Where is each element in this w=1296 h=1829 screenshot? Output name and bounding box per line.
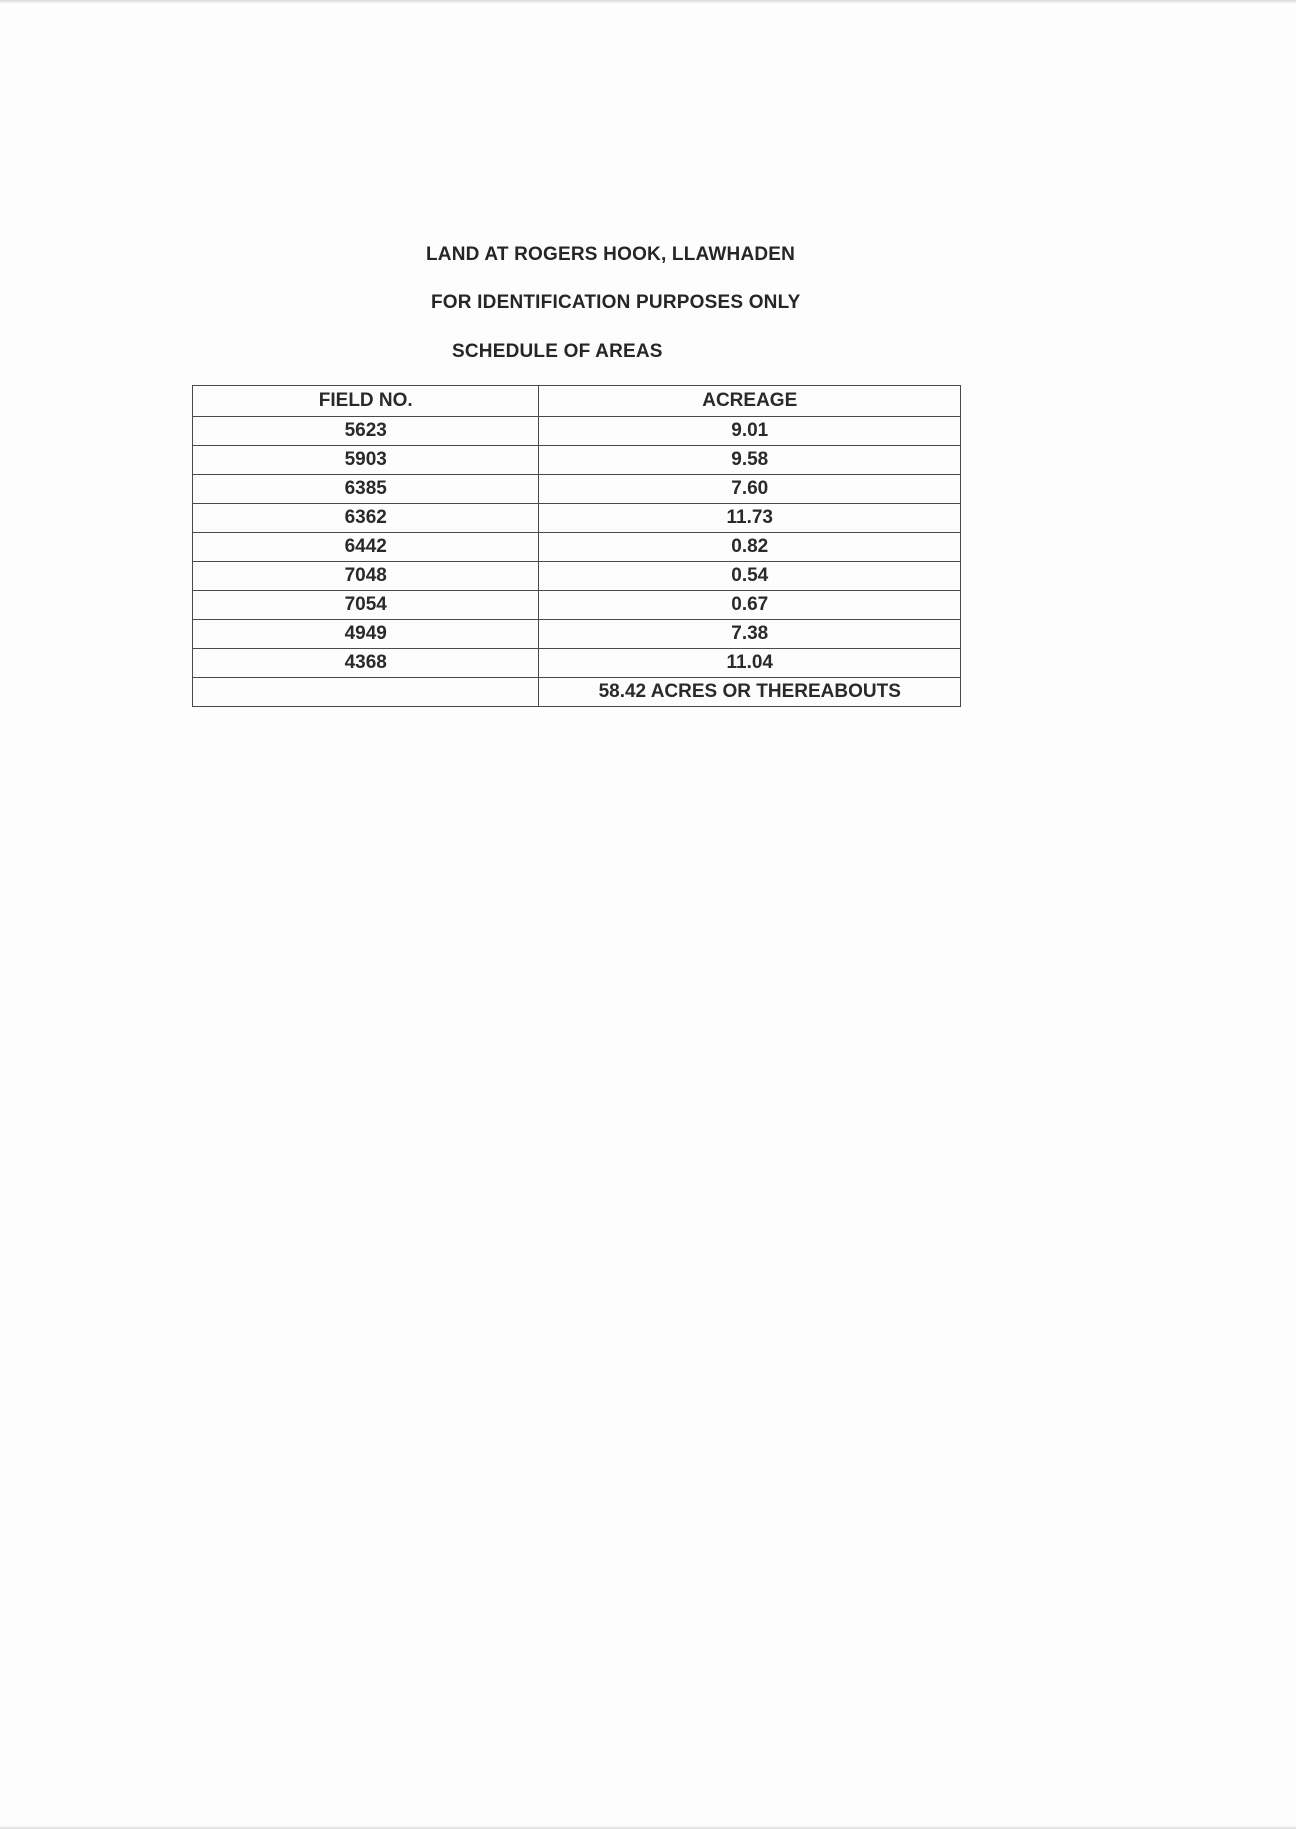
field-no-cell: 7048 xyxy=(193,562,539,591)
table-row xyxy=(193,446,961,475)
table-row xyxy=(193,562,961,591)
schedule-of-areas-table xyxy=(192,385,961,707)
acreage-cell: 9.58 xyxy=(539,446,961,475)
field-no-cell: 6362 xyxy=(193,504,539,533)
field-no-cell: 5623 xyxy=(193,417,539,446)
page-top-edge xyxy=(0,0,1296,3)
field-no-cell: 6385 xyxy=(193,475,539,504)
acreage-header: ACREAGE xyxy=(539,386,961,417)
field-no-cell: 7054 xyxy=(193,591,539,620)
table-header-row xyxy=(193,386,961,417)
table-row xyxy=(193,475,961,504)
acreage-cell: 0.54 xyxy=(539,562,961,591)
acreage-cell: 9.01 xyxy=(539,417,961,446)
acreage-cell: 11.73 xyxy=(539,504,961,533)
table-row xyxy=(193,504,961,533)
field-no-cell: 4368 xyxy=(193,649,539,678)
field-no-cell: 6442 xyxy=(193,533,539,562)
table-row xyxy=(193,533,961,562)
total-field-no-cell xyxy=(193,678,539,707)
table-row xyxy=(193,591,961,620)
total-row xyxy=(193,678,961,707)
field-no-cell: 4949 xyxy=(193,620,539,649)
acreage-cell: 7.38 xyxy=(539,620,961,649)
field-no-cell: 5903 xyxy=(193,446,539,475)
acreage-cell: 0.82 xyxy=(539,533,961,562)
document-subtitle: FOR IDENTIFICATION PURPOSES ONLY xyxy=(431,292,801,313)
section-heading: SCHEDULE OF AREAS xyxy=(452,341,663,362)
acreage-cell: 11.04 xyxy=(539,649,961,678)
acreage-cell: 0.67 xyxy=(539,591,961,620)
table-row xyxy=(193,649,961,678)
table-row xyxy=(193,620,961,649)
acreage-cell: 7.60 xyxy=(539,475,961,504)
document-title: LAND AT ROGERS HOOK, LLAWHADEN xyxy=(426,244,796,265)
table-row xyxy=(193,417,961,446)
total-acreage-cell: 58.42 ACRES OR THEREABOUTS xyxy=(539,678,961,707)
field-no-header: FIELD NO. xyxy=(193,386,539,417)
